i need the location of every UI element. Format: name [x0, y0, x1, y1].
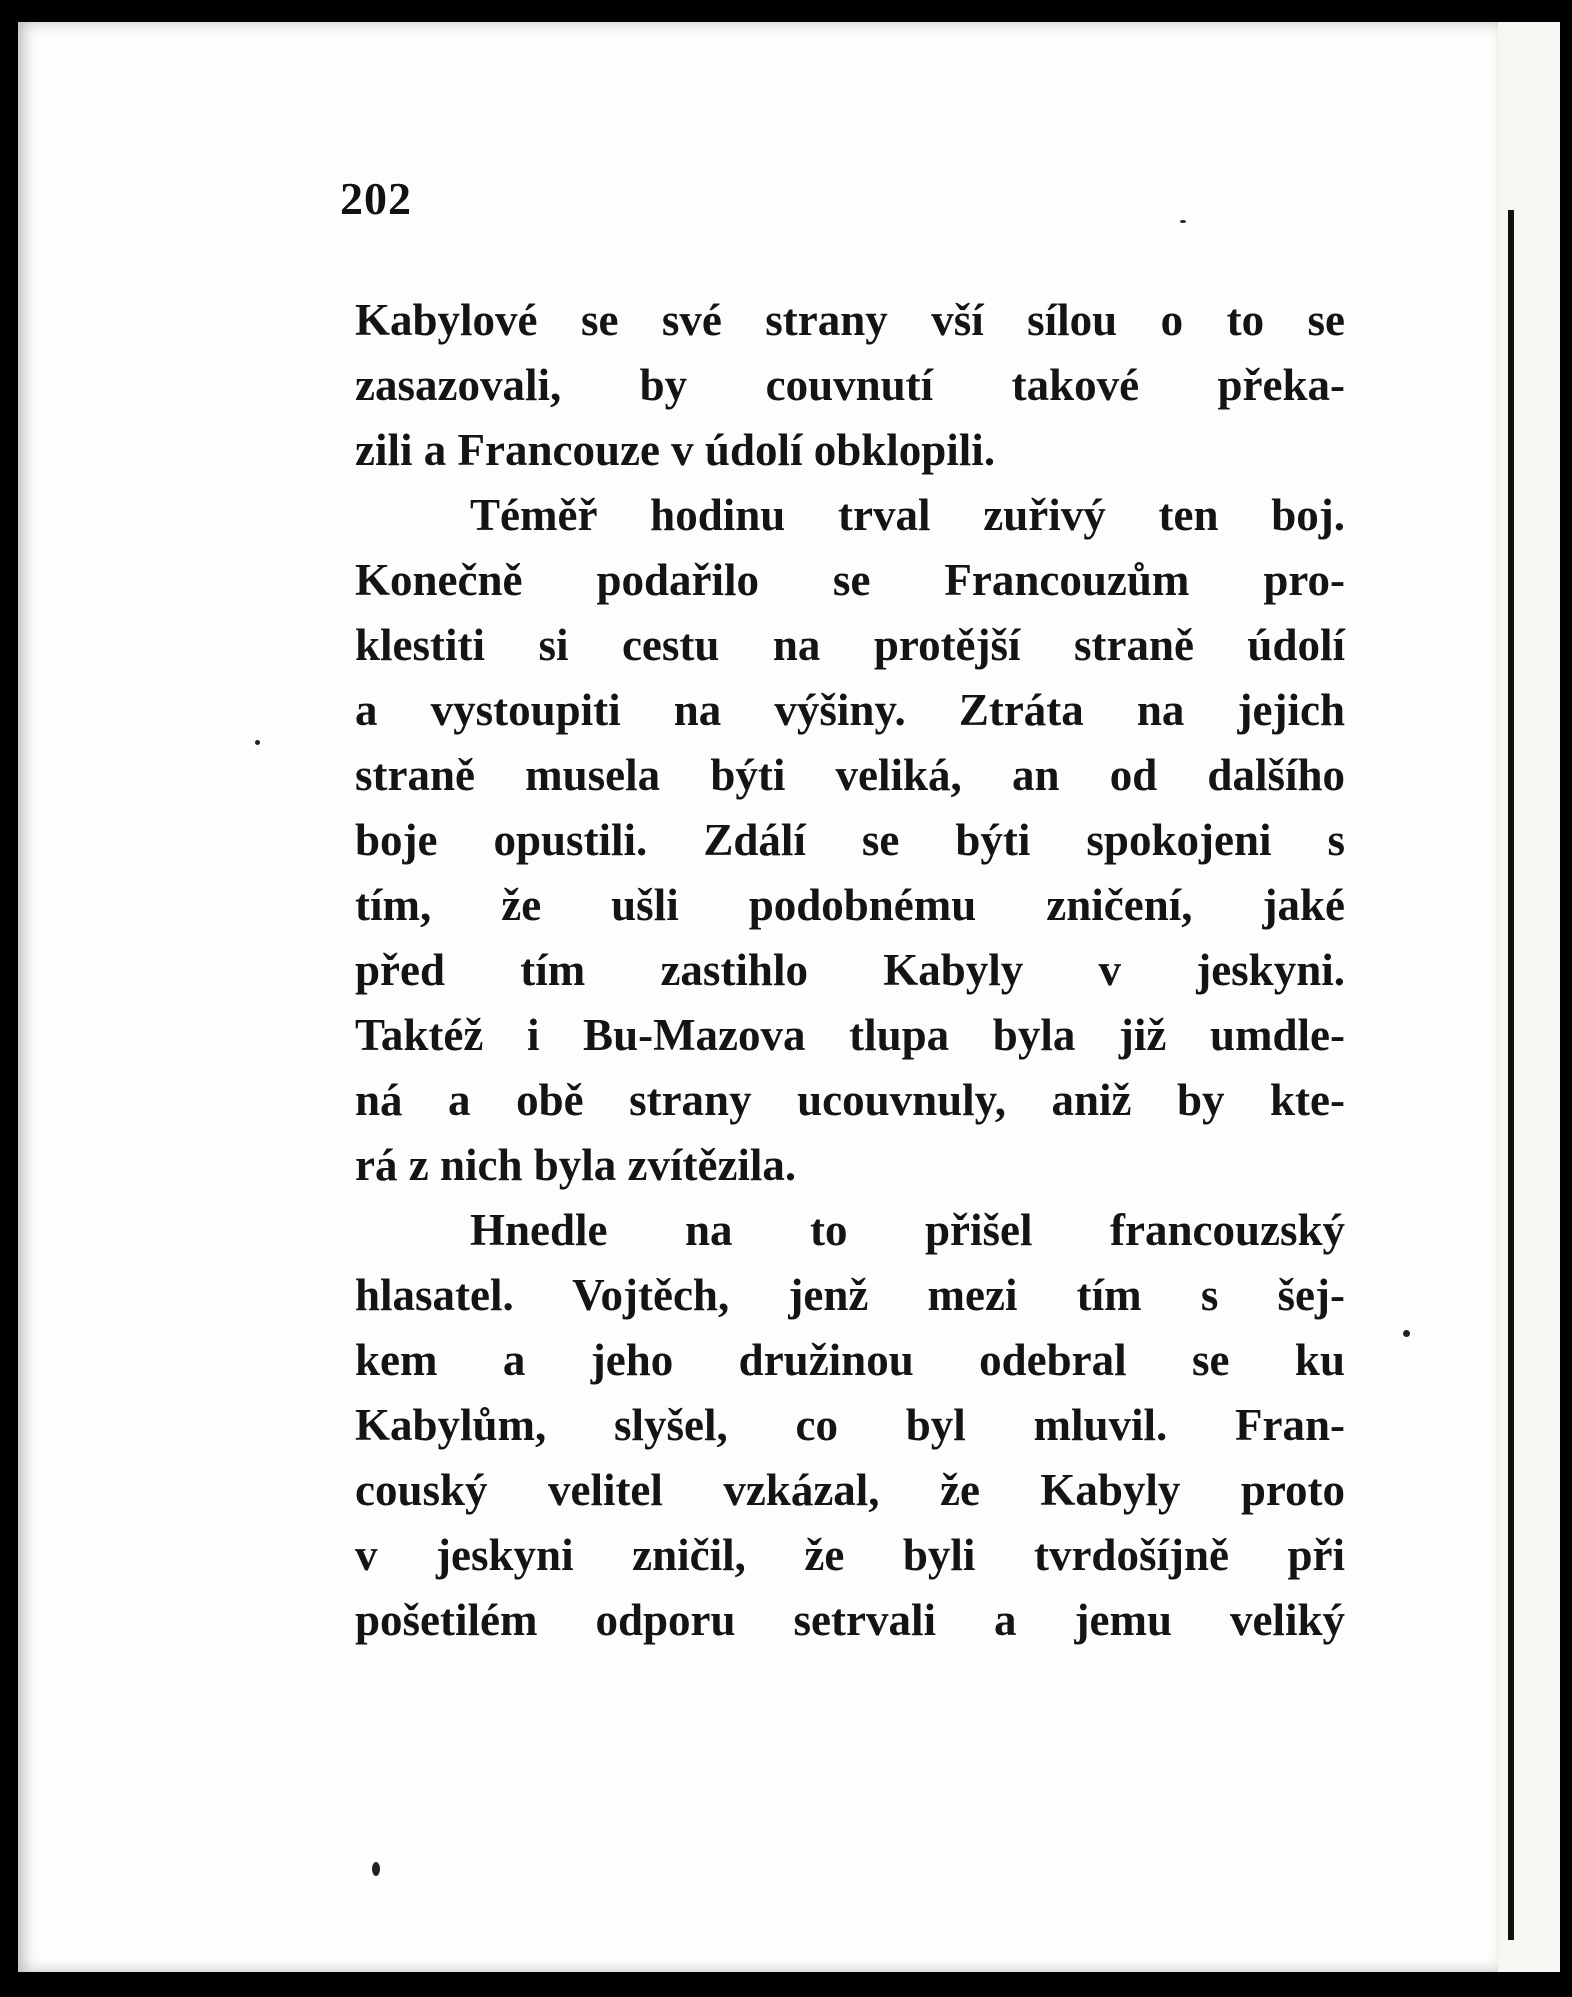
- text-line: Taktéž i Bu-Mazova tlupa byla již umdle-: [355, 1010, 1345, 1060]
- text-line: hlasatel. Vojtěch, jenž mezi tím s šej-: [355, 1270, 1345, 1320]
- print-speck: [255, 740, 260, 745]
- text-line: straně musela býti veliká, an od dalšího: [355, 750, 1345, 800]
- text-line: před tím zastihlo Kabyly v jeskyni.: [355, 945, 1345, 995]
- body-text: [355, 288, 1345, 1653]
- text-line: Konečně podařilo se Francouzům pro-: [355, 555, 1345, 605]
- text-line: Kabylové se své strany vší sílou o to se: [355, 295, 1345, 345]
- text-line: pošetilém odporu setrvali a jemu veliký: [355, 1595, 1345, 1645]
- page-gutter-line: [1508, 210, 1514, 1940]
- text-line: ná a obě strany ucouvnuly, aniž by kte-: [355, 1075, 1345, 1125]
- print-speck: [372, 1862, 380, 1876]
- text-line: couský velitel vzkázal, že Kabyly proto: [355, 1465, 1345, 1515]
- text-line: Hnedle na to přišel francouzský: [470, 1205, 1345, 1255]
- text-line: Kabylům, slyšel, co byl mluvil. Fran-: [355, 1400, 1345, 1450]
- print-speck: [1403, 1330, 1410, 1337]
- text-line: kem a jeho družinou odebral se ku: [355, 1335, 1345, 1385]
- text-line: tím, že ušli podobnému zničení, jaké: [355, 880, 1345, 930]
- text-line: v jeskyni zničil, že byli tvrdošíjně při: [355, 1530, 1345, 1580]
- text-line: Téměř hodinu trval zuřivý ten boj.: [470, 490, 1345, 540]
- text-line: zasazovali, by couvnutí takové překa-: [355, 360, 1345, 410]
- text-line: klestiti si cestu na protější straně údolí: [355, 620, 1345, 670]
- page-number: 202: [340, 173, 412, 224]
- text-line: rá z nich byla zvítězila.: [355, 1140, 797, 1190]
- text-line: zili a Francouze v údolí obklopili.: [355, 425, 996, 475]
- text-line: boje opustili. Zdálí se býti spokojeni s: [355, 815, 1345, 865]
- print-speck: [1180, 220, 1186, 223]
- text-line: a vystoupiti na výšiny. Ztráta na jejich: [355, 685, 1345, 735]
